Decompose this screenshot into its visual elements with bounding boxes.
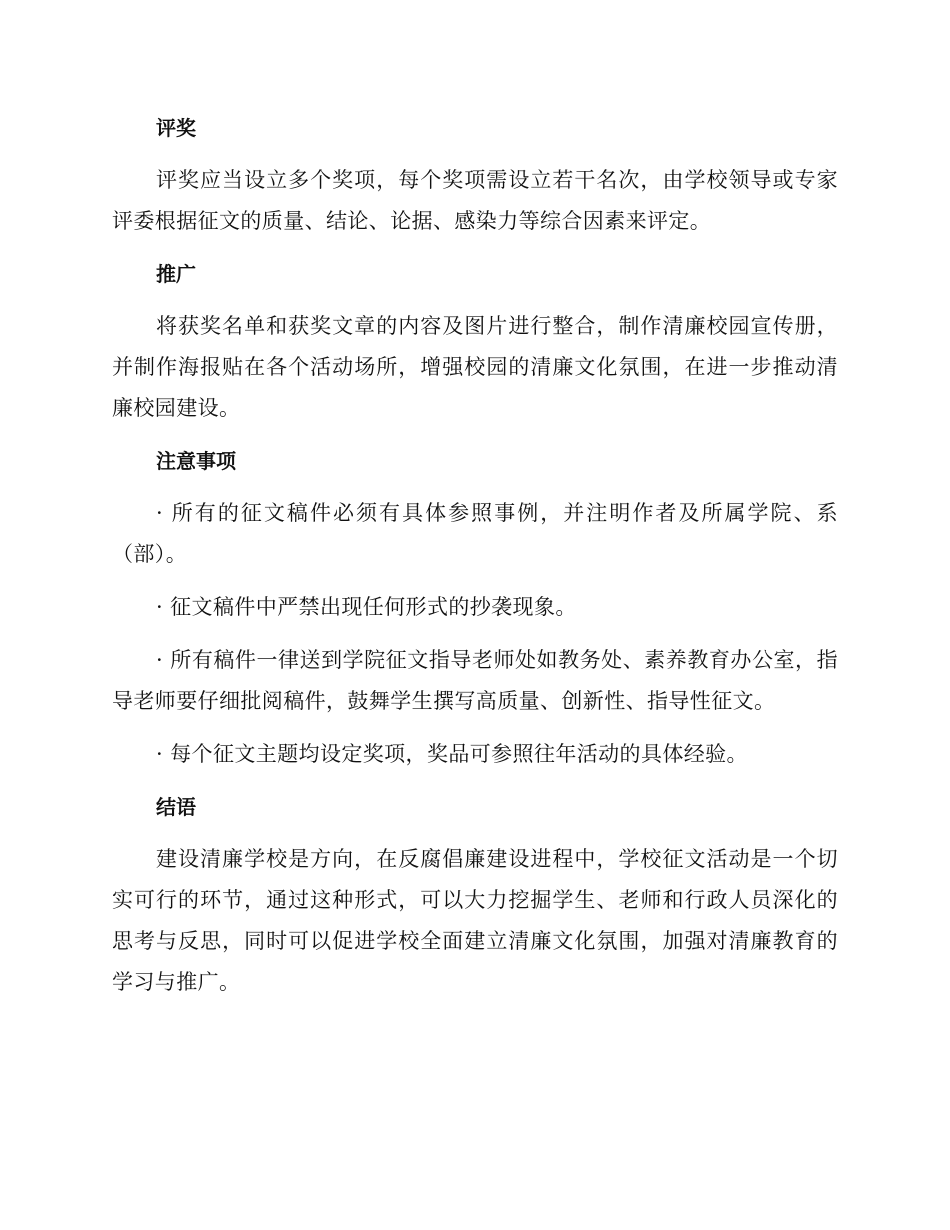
- section-notes: [112, 441, 838, 775]
- section-conclusion: [112, 787, 838, 1003]
- section-heading: 推广: [156, 262, 196, 286]
- bullet-item: · 所有的征文稿件必须有具体参照事例，并注明作者及所属学院、系（部）。: [112, 501, 838, 566]
- section-paragraph: 将获奖名单和获奖文章的内容及图片进行整合，制作清廉校园宣传册，并制作海报贴在各个活动场所，增强校园的清廉文化氛围，在进一步推动清廉校园建设。: [112, 314, 838, 420]
- section-heading: 注意事项: [156, 449, 236, 473]
- section-paragraph: 建设清廉学校是方向，在反腐倡廉建设进程中，学校征文活动是一个切实可行的环节，通过这种形式，可以大力挖掘学生、老师和行政人员深化的思考与反思，同时可以促进学校全面建立清廉文化氛围，加强对清廉教育的学习与推广。: [112, 847, 838, 994]
- section-paragraph: 评奖应当设立多个奖项，每个奖项需设立若干名次，由学校领导或专家评委根据征文的质量、结论、论据、感染力等综合因素来评定。: [112, 168, 838, 233]
- bullet-item: · 征文稿件中严禁出现任何形式的抄袭现象。: [156, 595, 577, 619]
- section-heading: 评奖: [156, 116, 196, 140]
- section-awards: [112, 108, 838, 242]
- bullet-item: · 所有稿件一律送到学院征文指导老师处如教务处、素养教育办公室，指导老师要仔细批阅稿件，鼓舞学生撰写高质量、创新性、指导性征文。: [112, 648, 838, 713]
- section-heading: 结语: [156, 795, 196, 819]
- section-promotion: [112, 254, 838, 429]
- bullet-item: · 每个征文主题均设定奖项，奖品可参照往年活动的具体经验。: [156, 742, 748, 766]
